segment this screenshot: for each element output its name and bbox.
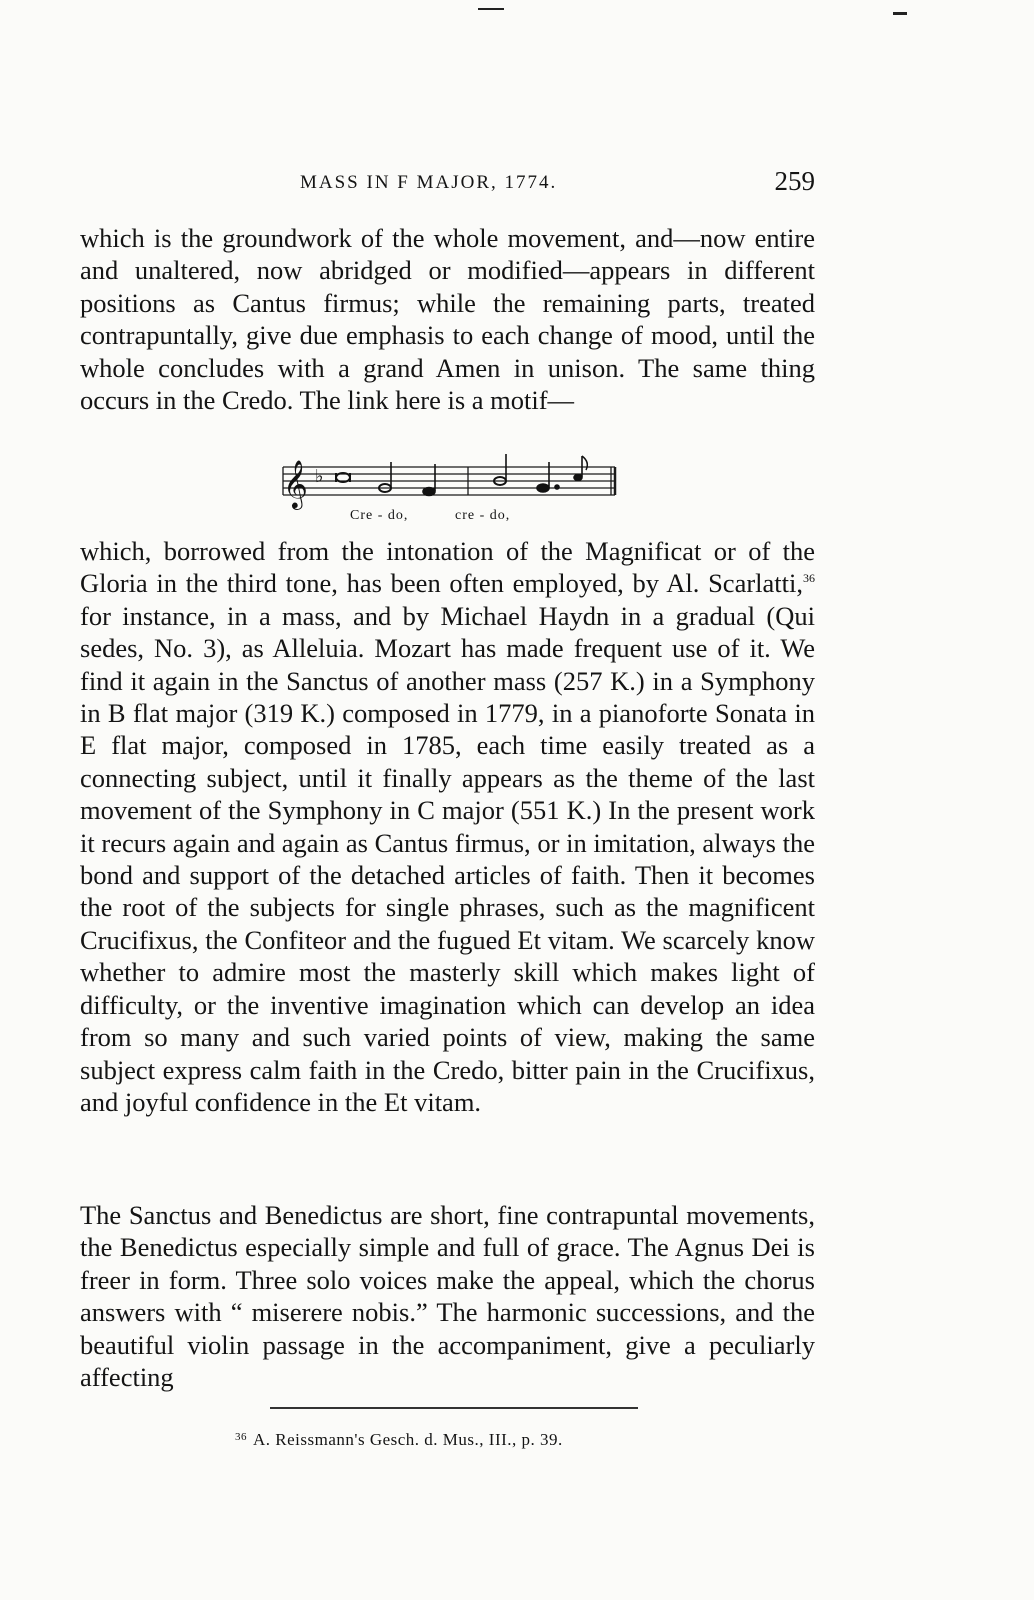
running-title: MASS IN F MAJOR, 1774. — [300, 172, 558, 193]
paragraph-text: for instance, in a mass, and by Michael Haydn in a gradual (Qui sedes, No. 3), as Alleluia. Mozart has made frequent use of it. We find it again in the Sanctus of another mass (257 K.) in a Symphony in B flat major (319 K.) composed in 1779, in a pianoforte Sonata in E flat major, composed in 1785, each time easily treated as a connecting subject, until it finally appears as the theme of the last movement of the Symphony in C major (551 K.) In the present work it recurs again and again as Cantus firmus, or in imitation, always the bond and support of the detached articles of faith. Then it becomes the root of the subjects for single phrases, such as the magnificent Crucifixus, the Confiteor and the fugued Et vitam. We scarcely know whether to admire most the masterly skill which makes light of difficulty, or the inventive imagination which can develop an idea from so many and such varied points of view, making the same subject express calm faith in the Credo, bitter pain in the Crucifixus, and joyful confidence in the Et vitam. — [80, 600, 815, 1117]
footnote-text: A. Reissmann's Gesch. d. Mus., III., p. 39. — [253, 1430, 563, 1449]
paragraph: which is the groundwork of the whole movement, and—now entire and unaltered, now abridged or modified—appears in different positions as Cantus firmus; while the remaining parts, treated contrapuntally, give due emphasis to each change of mood, until the whole concludes with a grand Amen in unison. The same thing occurs in the Credo. The link here is a motif— — [80, 223, 815, 416]
lyric-syllables: Cre - do, — [350, 508, 409, 523]
footnote — [235, 1430, 563, 1450]
paragraph — [80, 535, 815, 1118]
paragraph-text: which, borrowed from the intonation of the Magnificat or of the Gloria in the third tone, has been often employed, by Al. Scarlatti, — [80, 536, 815, 599]
music-staff — [275, 452, 620, 512]
footnote-marker: 36 — [235, 1431, 247, 1443]
paragraph: The Sanctus and Benedictus are short, fine contrapuntal movements, the Benedictus especially simple and full of grace. The Agnus Dei is freer in form. Three solo voices make the appeal, which the chorus answers with “ miserere nobis.” The harmonic successions, and the beautiful violin passage in the accompaniment, give a peculiarly affecting — [80, 1200, 815, 1393]
scan-mark — [893, 12, 907, 15]
lyric-syllables: cre - do, — [455, 508, 511, 523]
flat-icon: ♭ — [315, 466, 324, 487]
footnote-reference[interactable]: 36 — [803, 571, 815, 586]
footnote-divider — [270, 1407, 638, 1409]
treble-clef-icon: 𝄞 — [283, 459, 308, 508]
page-number: 259 — [774, 166, 815, 196]
scan-mark — [478, 8, 504, 10]
music-example — [275, 452, 620, 532]
page-header — [80, 166, 815, 206]
